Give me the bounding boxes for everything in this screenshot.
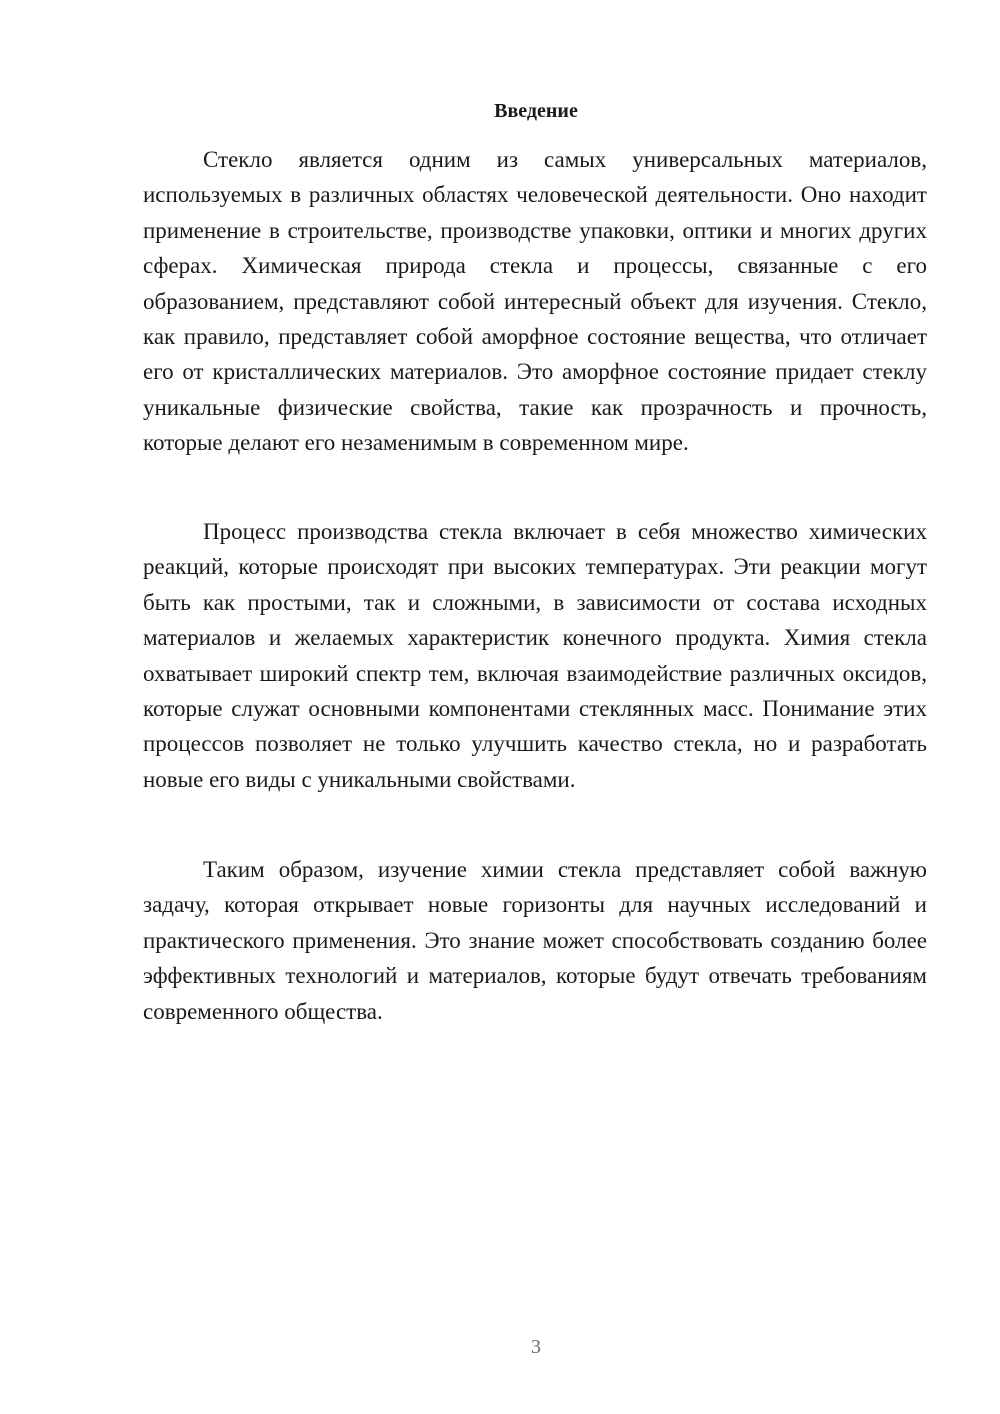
page-number: 3 (531, 1336, 541, 1358)
paragraph-1: Стекло является одним из самых универсальных материалов, используемых в различных областях человеческой деятельности. Оно находит применение в строительстве, производстве упаковки, оптики и многих других сферах. Химическая природа стекла и процессы, связанные с его образованием, представляют собой интересный объект для изучения. Стекло, как правило, представляет собой аморфное состояние вещества, что отличает его от кристаллических материалов. Это аморфное состояние придает стеклу уникальные физические свойства, такие как прозрачность и прочность, которые делают его незаменимым в современном мире. (143, 147, 927, 456)
paragraph-3: Таким образом, изучение химии стекла представляет собой важную задачу, которая открывает новые горизонты для научных исследований и практического применения. Это знание может способствовать созданию более эффективных технологий и материалов, которые будут отвечать требованиям современного общества. (143, 857, 927, 1024)
page-title: Введение (494, 100, 578, 122)
paragraph-2: Процесс производства стекла включает в себя множество химических реакций, которые происходят при высоких температурах. Эти реакции могут быть как простыми, так и сложными, в зависимости от состава исходных материалов и желаемых характеристик конечного продукта. Химия стекла охватывает широкий спектр тем, включая взаимодействие различных оксидов, которые служат основными компонентами стеклянных масс. Понимание этих процессов позволяет не только улучшить качество стекла, но и разработать новые его виды с уникальными свойствами. (143, 519, 927, 792)
